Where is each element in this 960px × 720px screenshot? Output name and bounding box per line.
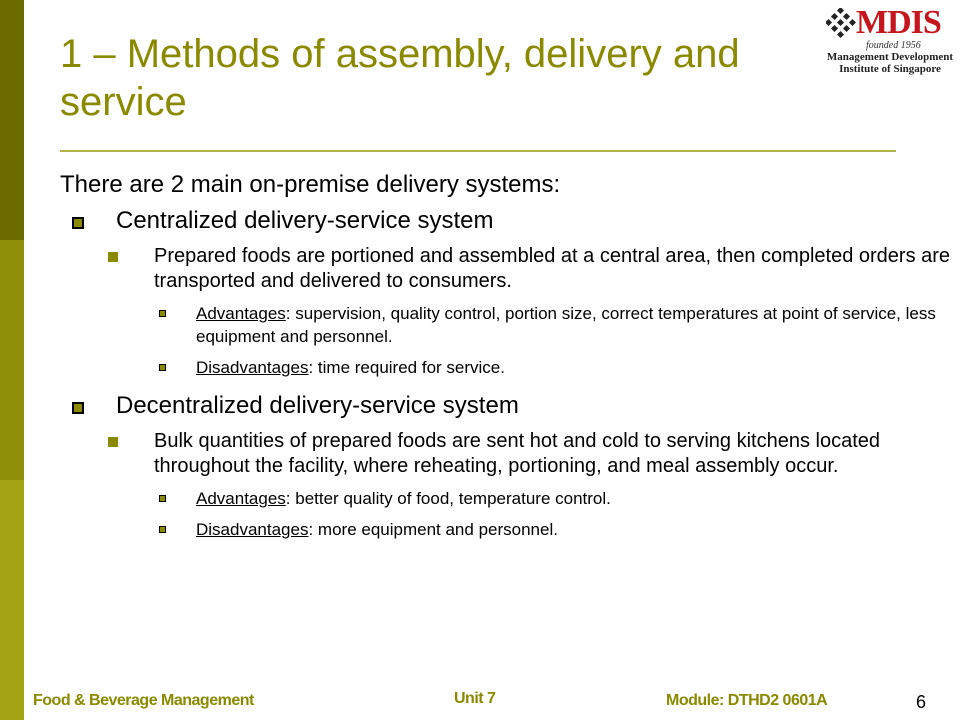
disadvantages-text: : more equipment and personnel. <box>308 520 558 539</box>
page-number: 6 <box>916 692 926 712</box>
square-bullet-icon <box>72 402 84 414</box>
footer-unit: Unit 7 <box>454 690 496 707</box>
bullet-text: delivery-service system <box>262 392 519 419</box>
small-square-bullet-icon <box>159 310 166 317</box>
slide-title: 1 – Methods of assembly, delivery and service <box>60 32 740 124</box>
logo-line-2: Institute of Singapore <box>839 63 941 75</box>
logo-name: MDIS <box>856 4 941 41</box>
footer-module: Module: DTHD2 0601A <box>666 692 828 709</box>
small-square-bullet-icon <box>159 526 166 533</box>
footer-course: Food & Beverage Management <box>33 692 254 709</box>
centralized-disadvantages <box>60 356 946 379</box>
disadvantages-label: Disadvantages <box>196 358 309 377</box>
title-divider <box>60 150 896 152</box>
small-square-bullet-icon <box>159 364 166 371</box>
disadvantages-text: : time required for service. <box>308 358 505 377</box>
sub-bullet-text: Prepared foods are portioned and assembled at a central area, then completed orders are transported and delivered to consumers. <box>154 245 951 292</box>
advantages-label: Advantages <box>196 489 286 508</box>
sub-bullet-text: Bulk quantities of prepared foods are sent hot and cold to serving kitchens located throughout the facility, where reheating, portioning, and meal assembly occur. <box>154 430 881 477</box>
mdis-logo <box>826 6 954 76</box>
advantages-text: : better quality of food, temperature control. <box>285 489 611 508</box>
logo-line-1: Management Development <box>826 51 954 63</box>
decentralized-disadvantages <box>60 518 946 541</box>
bullet-text: delivery-service system <box>237 207 494 234</box>
decentralized-advantages <box>60 487 946 510</box>
advantages-text: : supervision, quality control, portion size, correct temperatures at point of service, less equipment and personnel. <box>196 304 936 346</box>
bullet-emphasis: Decentralized <box>116 392 263 419</box>
filled-square-bullet-icon <box>108 437 118 447</box>
centralized-advantages <box>60 302 946 348</box>
sub-bullet-centralized-detail <box>60 244 954 294</box>
square-bullet-icon <box>72 217 84 229</box>
sub-bullet-decentralized-detail <box>60 429 954 479</box>
logo-diamond-icon <box>826 8 856 38</box>
filled-square-bullet-icon <box>108 252 118 262</box>
advantages-label: Advantages <box>196 304 286 323</box>
left-accent-bar-top <box>0 0 24 240</box>
bullet-centralized <box>60 206 960 236</box>
left-accent-bar-bottom <box>0 480 24 720</box>
small-square-bullet-icon <box>159 495 166 502</box>
slide-body <box>60 170 960 541</box>
bullet-decentralized <box>60 391 960 421</box>
disadvantages-label: Disadvantages <box>196 520 309 539</box>
bullet-emphasis: Centralized <box>116 207 238 234</box>
intro-text: There are 2 main on-premise delivery systems: <box>60 171 561 198</box>
left-accent-bar-middle <box>0 240 24 480</box>
logo-founded: founded 1956 <box>866 40 921 51</box>
